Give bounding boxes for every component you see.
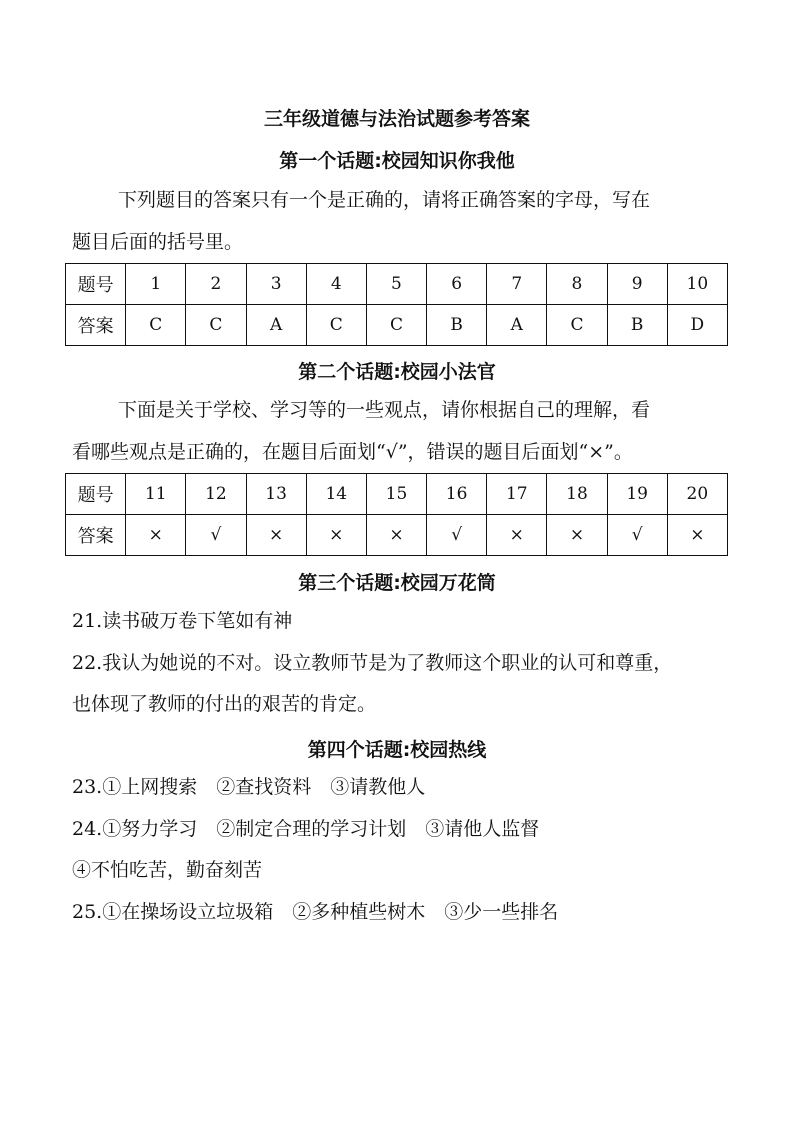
- question-number-cell: 4: [306, 264, 366, 305]
- question-number-cell: 19: [607, 474, 667, 515]
- answer-cell: A: [487, 305, 547, 346]
- section1-intro-line2: 题目后面的括号里。: [72, 231, 244, 253]
- answer-23: 23.①上网搜索 ②查找资料 ③请教他人: [72, 776, 426, 798]
- question-number-cell: 7: [487, 264, 547, 305]
- answer-cell: ×: [487, 515, 547, 556]
- answer-22-line2: 也体现了教师的付出的艰苦的肯定。: [72, 693, 377, 715]
- section2-intro-line2: 看哪些观点是正确的，在题目后面划“√”，错误的题目后面划“×”。: [72, 441, 633, 463]
- answer-cell: A: [246, 305, 306, 346]
- answer-cell: √: [427, 515, 487, 556]
- answer-cell: ×: [246, 515, 306, 556]
- question-number-cell: 10: [667, 264, 727, 305]
- table-row-numbers: [66, 264, 728, 305]
- answer-cell: √: [186, 515, 246, 556]
- answer-cell: ×: [547, 515, 607, 556]
- answer-cell: C: [186, 305, 246, 346]
- section1-intro-line1: 下列题目的答案只有一个是正确的，请将正确答案的字母，写在: [118, 189, 651, 211]
- answer-table-1: [65, 263, 728, 346]
- row-label-answer: 答案: [66, 305, 126, 346]
- answer-cell: ×: [366, 515, 426, 556]
- question-number-cell: 13: [246, 474, 306, 515]
- question-number-cell: 12: [186, 474, 246, 515]
- answer-24-line1: 24.①努力学习 ②制定合理的学习计划 ③请他人监督: [72, 818, 540, 840]
- question-number-cell: 16: [427, 474, 487, 515]
- answer-cell: B: [427, 305, 487, 346]
- section3-heading: 第三个话题:校园万花筒: [298, 572, 496, 594]
- section4-heading: 第四个话题:校园热线: [307, 739, 487, 761]
- answer-25: 25.①在操场设立垃圾箱 ②多种植些树木 ③少一些排名: [72, 901, 559, 923]
- question-number-cell: 1: [126, 264, 186, 305]
- table-row-answers: [66, 305, 728, 346]
- section2-heading: 第二个话题:校园小法官: [298, 361, 496, 383]
- section2-intro-line1: 下面是关于学校、学习等的一些观点，请你根据自己的理解，看: [118, 399, 651, 421]
- row-label-number: 题号: [66, 474, 126, 515]
- question-number-cell: 17: [487, 474, 547, 515]
- question-number-cell: 9: [607, 264, 667, 305]
- question-number-cell: 18: [547, 474, 607, 515]
- answer-cell: ×: [667, 515, 727, 556]
- question-number-cell: 20: [667, 474, 727, 515]
- question-number-cell: 11: [126, 474, 186, 515]
- question-number-cell: 2: [186, 264, 246, 305]
- question-number-cell: 14: [306, 474, 366, 515]
- question-number-cell: 5: [366, 264, 426, 305]
- row-label-number: 题号: [66, 264, 126, 305]
- answer-table-2: [65, 473, 728, 556]
- answer-cell: √: [607, 515, 667, 556]
- answer-cell: D: [667, 305, 727, 346]
- answer-cell: ×: [306, 515, 366, 556]
- answer-cell: B: [607, 305, 667, 346]
- answer-cell: C: [366, 305, 426, 346]
- answer-cell: C: [306, 305, 366, 346]
- question-number-cell: 8: [547, 264, 607, 305]
- answer-cell: ×: [126, 515, 186, 556]
- question-number-cell: 15: [366, 474, 426, 515]
- question-number-cell: 3: [246, 264, 306, 305]
- table-row-answers: [66, 515, 728, 556]
- row-label-answer: 答案: [66, 515, 126, 556]
- answer-cell: C: [547, 305, 607, 346]
- answer-22-line1: 22.我认为她说的不对。设立教师节是为了教师这个职业的认可和尊重，: [72, 652, 673, 674]
- answer-21: 21.读书破万卷下笔如有神: [72, 610, 293, 632]
- answer-cell: C: [126, 305, 186, 346]
- section1-heading: 第一个话题:校园知识你我他: [279, 150, 515, 172]
- table-row-numbers: [66, 474, 728, 515]
- question-number-cell: 6: [427, 264, 487, 305]
- answer-24-line2: ④不怕吃苦，勤奋刻苦: [72, 859, 263, 881]
- page-title: 三年级道德与法治试题参考答案: [263, 108, 530, 130]
